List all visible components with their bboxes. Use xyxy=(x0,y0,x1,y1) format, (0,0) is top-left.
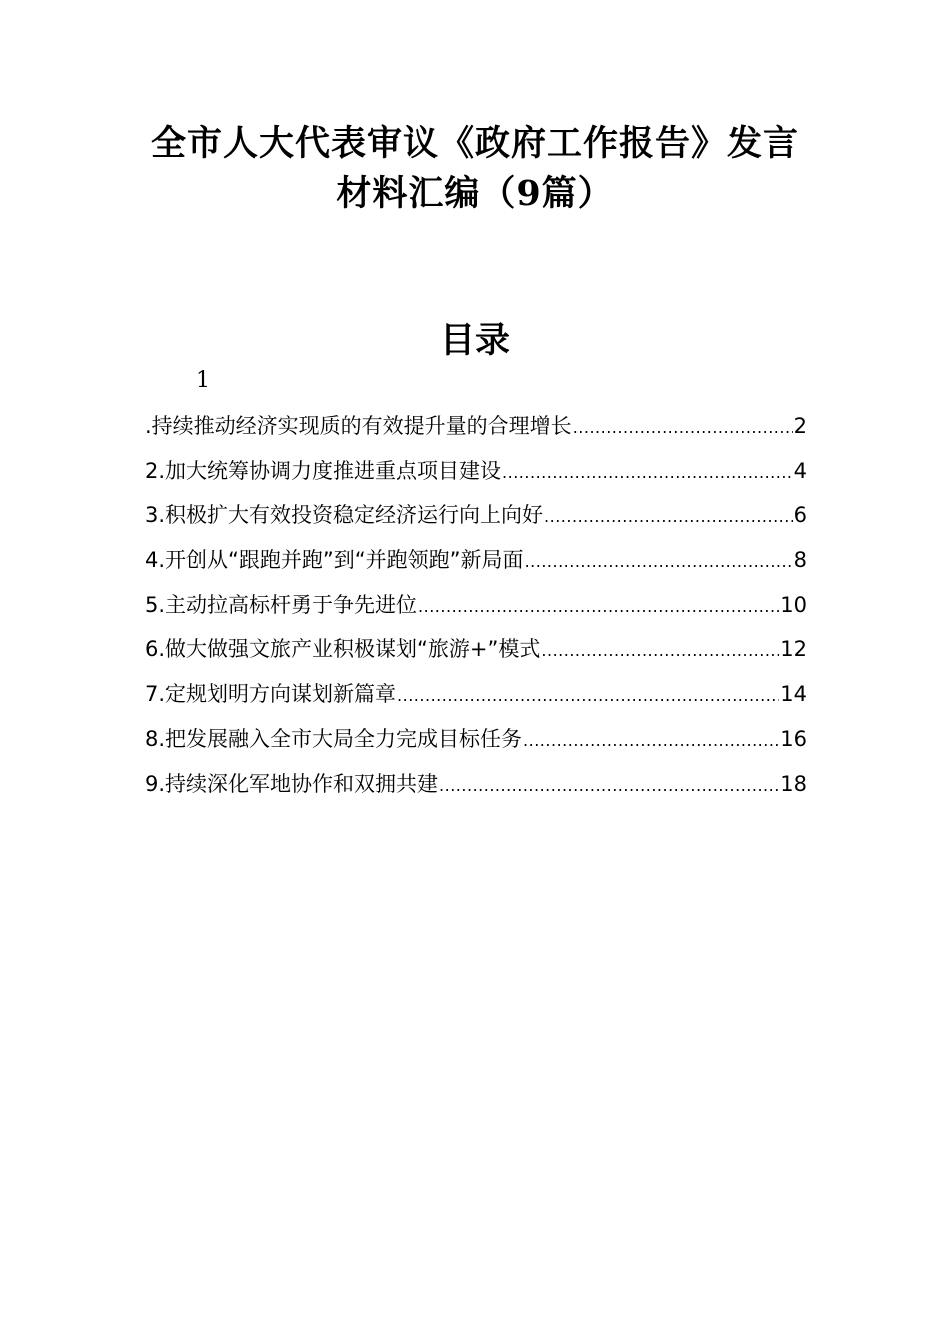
toc-entry-9[interactable] xyxy=(145,766,807,811)
toc-page-number: 16 xyxy=(780,726,807,751)
toc-stray-number: 1 xyxy=(196,368,210,393)
toc-entry-title: 7.定规划明方向谋划新篇章 xyxy=(145,682,397,707)
toc-entry-3[interactable] xyxy=(145,497,807,542)
toc-page-number: 12 xyxy=(780,637,807,662)
toc-dot-leader xyxy=(541,633,779,669)
toc-dot-leader xyxy=(418,589,779,625)
toc-dot-leader xyxy=(573,410,793,446)
document-title-line-1: 全市人大代表审议《政府工作报告》发言 xyxy=(150,123,799,164)
toc-entry-7[interactable] xyxy=(145,676,807,721)
toc-entry-5[interactable] xyxy=(145,587,807,632)
toc-heading: 目录 xyxy=(439,320,510,361)
toc-entry-title: 9.持续深化军地协作和双拥共建 xyxy=(145,771,439,796)
toc-entry-title: .持续推动经济实现质的有效提升量的合理增长 xyxy=(145,414,572,438)
toc-entry-title: 2.加大统筹协调力度推进重点项目建设 xyxy=(145,458,502,483)
toc-page-number: 10 xyxy=(780,592,807,617)
toc-dot-leader xyxy=(439,768,779,804)
toc-entry-8[interactable] xyxy=(145,721,807,766)
toc-entry-1[interactable] xyxy=(145,408,807,453)
toc-entry-6[interactable] xyxy=(145,631,807,676)
toc-page-number: 14 xyxy=(780,682,807,707)
toc-entry-title: 5.主动拉高标杆勇于争先进位 xyxy=(145,592,418,617)
toc-page-number: 8 xyxy=(793,548,807,573)
toc-entry-title: 4.开创从“跟跑并跑”到“并跑领跑”新局面 xyxy=(145,548,524,573)
toc-entry-title: 8.把发展融入全市大局全力完成目标任务 xyxy=(145,726,523,751)
toc-entry-2[interactable] xyxy=(145,453,807,498)
toc-entry-title: 6.做大做强文旅产业积极谋划“旅游+”模式 xyxy=(145,637,541,662)
toc-dot-leader xyxy=(544,499,793,535)
toc-entry-4[interactable] xyxy=(145,542,807,587)
toc-page-number: 4 xyxy=(793,458,807,483)
toc-entry-title: 3.积极扩大有效投资稳定经济运行向上向好 xyxy=(145,503,544,528)
toc-page-number: 18 xyxy=(780,771,807,796)
table-of-contents xyxy=(145,408,807,810)
toc-page-number: 6 xyxy=(793,503,807,528)
toc-dot-leader xyxy=(525,544,793,580)
document-title-line-2: 材料汇编（9篇） xyxy=(336,173,614,214)
toc-page-number: 2 xyxy=(793,414,807,438)
toc-dot-leader xyxy=(397,678,779,714)
toc-dot-leader xyxy=(523,723,779,759)
toc-dot-leader xyxy=(502,455,793,491)
